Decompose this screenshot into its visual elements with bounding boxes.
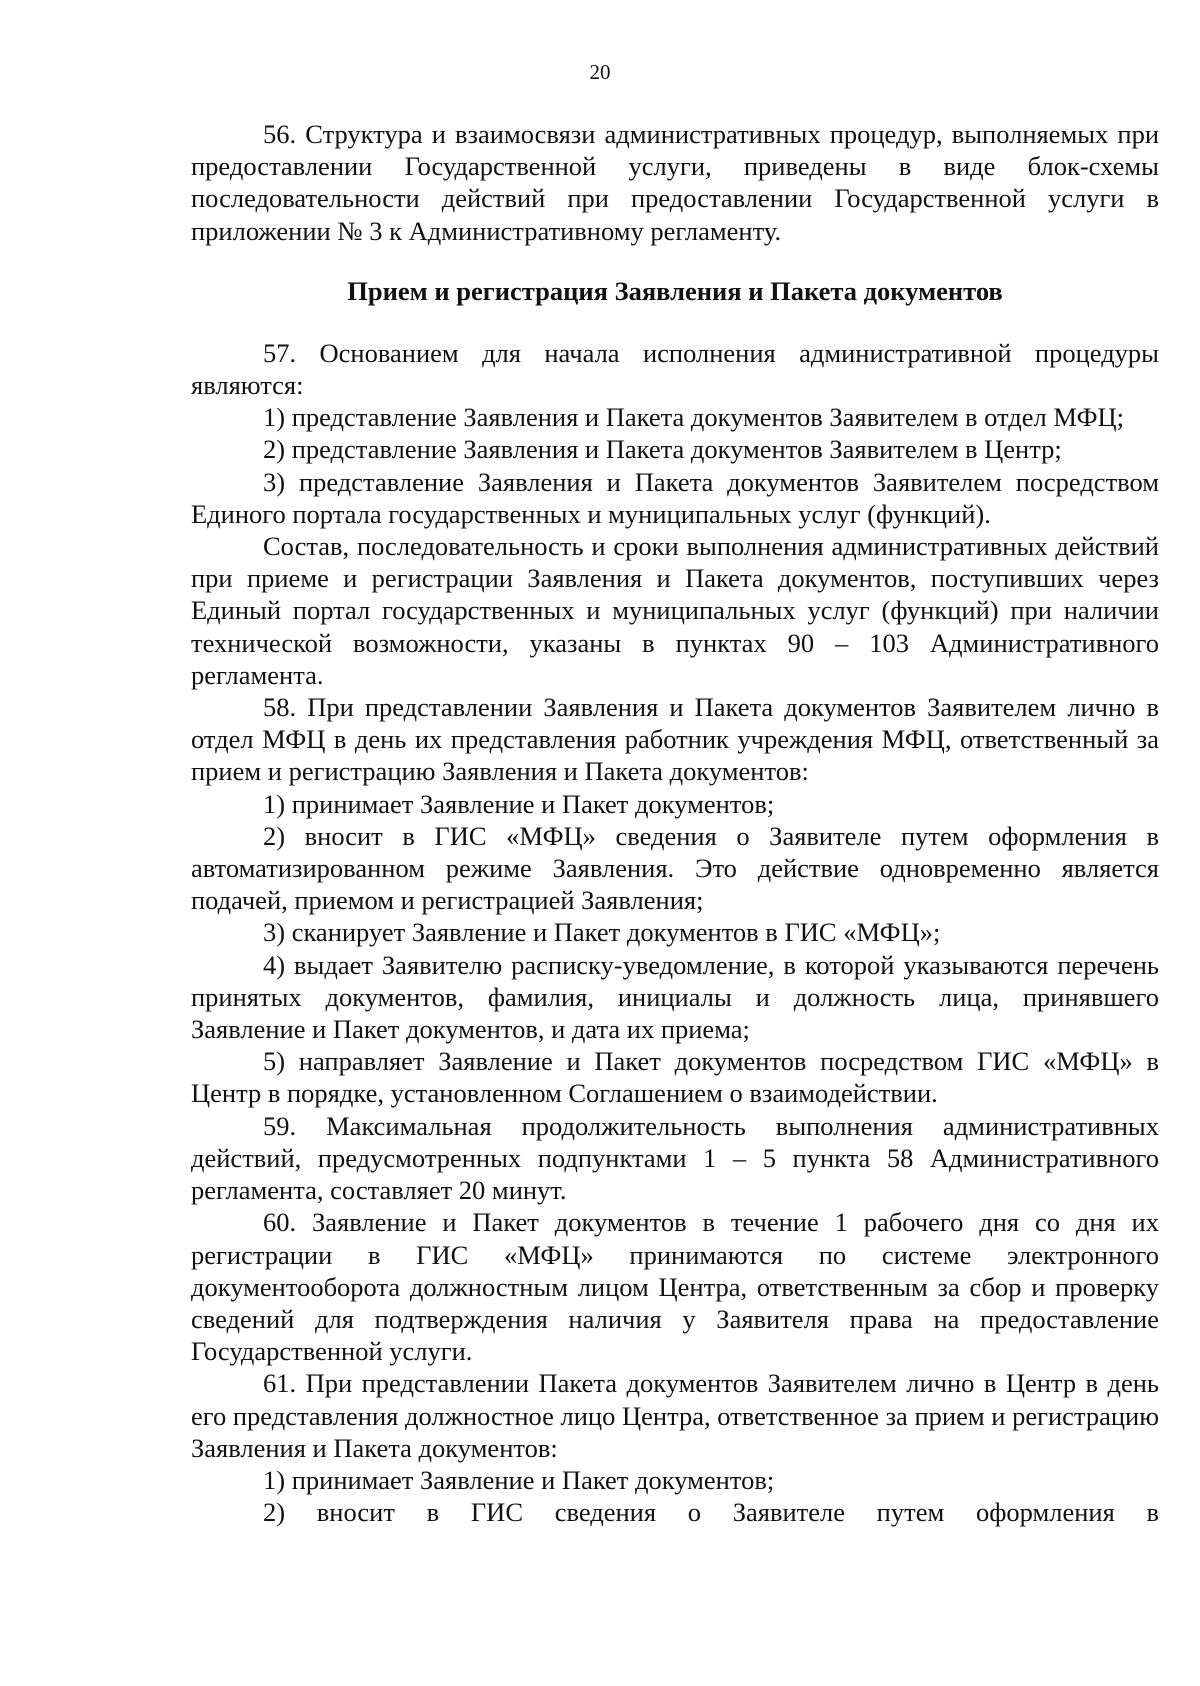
paragraph-56: 56. Структура и взаимосвязи административных процедур, выполняемых при предоставлении Государственной услуги, приведены в виде блок-схемы последовательности действий при предоставлении Государственной услуги в приложении № 3 к Административному регламенту.: [191, 119, 1159, 246]
paragraph-58-item-4: 4) выдает Заявителю расписку-уведомление, в которой указываются перечень принятых документов, фамилия, инициалы и должность лица, принявшего Заявление и Пакет документов, и дата их приема;: [191, 949, 1159, 1045]
paragraph-58-item-1: 1) принимает Заявление и Пакет документов;: [263, 788, 775, 819]
paragraph-58-item-2: 2) вносит в ГИС «МФЦ» сведения о Заявителе путем оформления в автоматизированном режиме Заявления. Это действие одновременно является подачей, приемом и регистрацией Заявления;: [191, 820, 1159, 916]
document-body: [191, 118, 1159, 1528]
paragraph-57-composition: Состав, последовательность и сроки выполнения административных действий при приеме и регистрации Заявления и Пакета документов, поступивших через Единый портал государственных и муниципальных услуг (функций) при наличии технической возможности, указаны в пунктах 90 – 103 Административного регламента.: [191, 531, 1159, 690]
paragraph-60: 60. Заявление и Пакет документов в течение 1 рабочего дня со дня их регистрации в ГИС «МФЦ» принимаются по системе электронного документооборота должностным лицом Центра, ответственным за сбор и проверку сведений для подтверждения наличия у Заявителя права на предоставление Государственной услуги.: [191, 1207, 1159, 1367]
paragraph-57: 57. Основанием для начала исполнения административной процедуры являются:: [191, 337, 1159, 401]
paragraph-61: 61. При представлении Пакета документов Заявителем лично в Центр в день его представления должностное лицо Центра, ответственное за прием и регистрацию Заявления и Пакета документов:: [191, 1368, 1159, 1463]
paragraph-61-item-2: 2) вносит в ГИС сведения о Заявителе путем оформления в: [263, 1497, 1159, 1528]
page-number: 20: [589, 60, 611, 84]
paragraph-59: 59. Максимальная продолжительность выполнения административных действий, предусмотренных подпунктами 1 – 5 пункта 58 Административного регламента, составляет 20 минут.: [191, 1110, 1159, 1206]
paragraph-58-item-3: 3) сканирует Заявление и Пакет документов в ГИС «МФЦ»;: [263, 917, 941, 948]
paragraph-57-item-1: 1) представление Заявления и Пакета документов Заявителем в отдел МФЦ;: [263, 402, 1125, 433]
section-heading: Прием и регистрация Заявления и Пакета документов: [347, 275, 1003, 306]
paragraph-57-item-3: 3) представление Заявления и Пакета документов Заявителем посредством Единого портала государственных и муниципальных услуг (функций).: [191, 466, 1159, 529]
paragraph-57-item-2: 2) представление Заявления и Пакета документов Заявителем в Центр;: [263, 434, 1062, 465]
paragraph-61-item-1: 1) принимает Заявление и Пакет документов;: [263, 1464, 775, 1495]
paragraph-58-item-5: 5) направляет Заявление и Пакет документов посредством ГИС «МФЦ» в Центр в порядке, установленном Соглашением о взаимодействии.: [191, 1046, 1159, 1109]
paragraph-58: 58. При представлении Заявления и Пакета документов Заявителем лично в отдел МФЦ в день их представления работник учреждения МФЦ, ответственный за прием и регистрацию Заявления и Пакета документов:: [191, 692, 1159, 787]
